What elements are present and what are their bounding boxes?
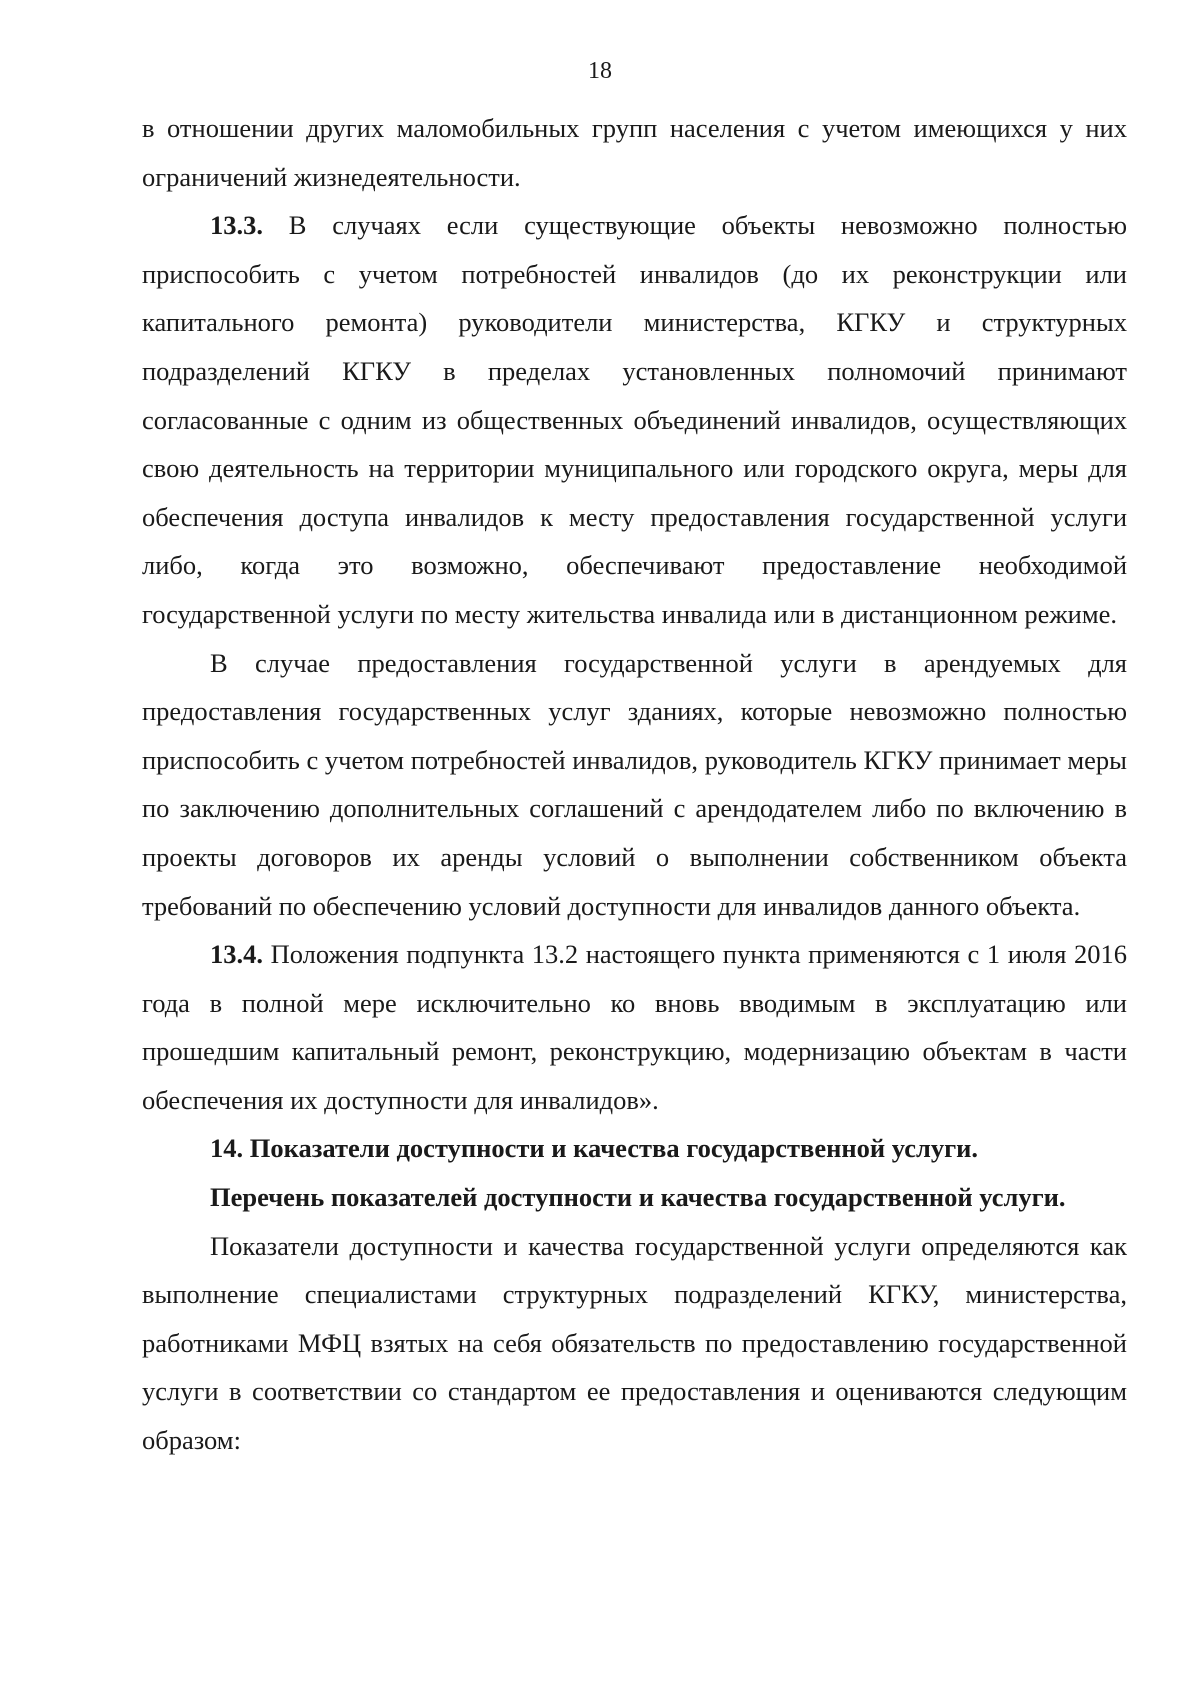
paragraph-text: Положения подпункта 13.2 настоящего пункта применяются с 1 июля 2016 года в полной мере исключительно ко вновь вводимым в эксплуатацию или прошедшим капитальный ремонт, реконструкцию, модернизацию объектам в части обеспечения их доступности для инвалидов». xyxy=(142,939,1127,1115)
document-body xyxy=(142,104,1127,1465)
paragraph-indicators: Показатели доступности и качества государственной услуги определяются как выполнение специалистами структурных подразделений КГКУ, министерства, работниками МФЦ взятых на себя обязательств по предоставлению государственной услуги в соответствии со стандартом ее предоставления и оцениваются следующим образом: xyxy=(142,1230,1127,1456)
section-subheading: Перечень показателей доступности и качества государственной услуги. xyxy=(210,1182,1066,1213)
paragraph-13-4 xyxy=(142,930,1127,1124)
clause-number: 13.3. xyxy=(210,210,263,241)
paragraph-continuation: в отношении других маломобильных групп населения с учетом имеющихся у них ограничений жизнедеятельности. xyxy=(142,113,1127,192)
clause-number: 13.4. xyxy=(210,939,263,970)
paragraph-13-3 xyxy=(142,201,1127,638)
section-heading: 14. Показатели доступности и качества государственной услуги. xyxy=(210,1133,979,1164)
page-number: 18 xyxy=(588,58,612,84)
paragraph-text: В случаях если существующие объекты невозможно полностью приспособить с учетом потребностей инвалидов (до их реконструкции или капитального ремонта) руководители министерства, КГКУ и структурных подразделений КГКУ в пределах установленных полномочий принимают согласованные с одним из общественных объединений инвалидов, осуществляющих свою деятельность на территории муниципального или городского округа, меры для обеспечения доступа инвалидов к месту предоставления государственной услуги либо, когда это возможно, обеспечивают предоставление необходимой государственной услуги по месту жительства инвалида или в дистанционном режиме. xyxy=(142,210,1127,629)
paragraph-lease: В случае предоставления государственной услуги в арендуемых для предоставления государственных услуг зданиях, которые невозможно полностью приспособить с учетом потребностей инвалидов, руководитель КГКУ принимает меры по заключению дополнительных соглашений с арендодателем либо по включению в проекты договоров их аренды условий о выполнении собственником объекта требований по обеспечению условий доступности для инвалидов данного объекта. xyxy=(142,647,1127,921)
